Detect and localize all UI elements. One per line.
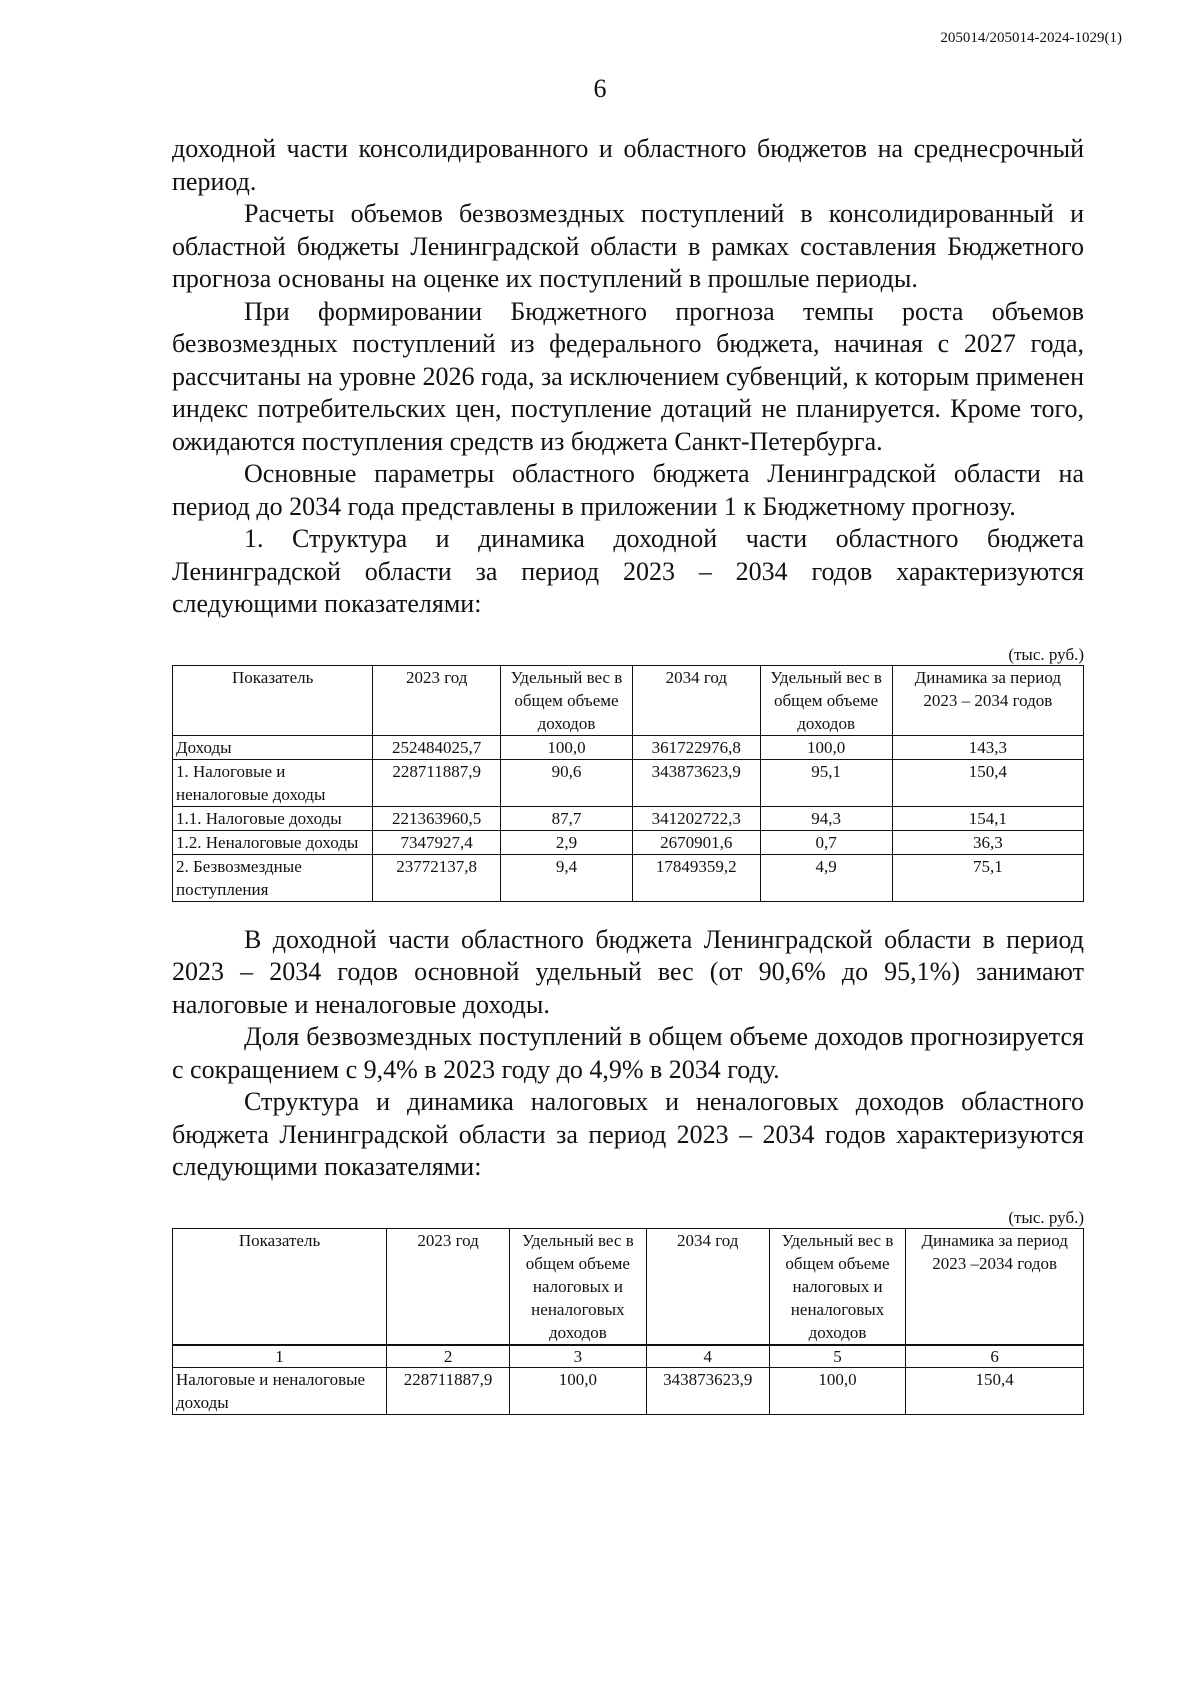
column-number-cell: 5 bbox=[769, 1345, 906, 1368]
table-row bbox=[173, 1367, 1084, 1414]
table1-unit-label: (тыс. руб.) bbox=[1008, 644, 1084, 664]
column-number-cell: 4 bbox=[646, 1345, 769, 1368]
table-row bbox=[173, 830, 1084, 854]
value-cell: 7347927,4 bbox=[373, 830, 501, 854]
income-structure-table-block bbox=[172, 645, 1084, 902]
paragraph-7: Доля безвозмездных поступлений в общем объеме доходов прогнозируется с сокращением с 9,4% в 2023 году до 4,9% в 2034 году. bbox=[172, 1022, 1084, 1084]
value-cell: 0,7 bbox=[760, 830, 892, 854]
value-cell: 17849359,2 bbox=[633, 854, 761, 901]
header-cell: Удельный вес в общем объеме налоговых и неналоговых доходов bbox=[510, 1228, 647, 1345]
value-cell: 150,4 bbox=[892, 759, 1083, 806]
paragraph-1: доходной части консолидированного и областного бюджетов на среднесрочный период. bbox=[172, 134, 1084, 196]
value-cell: 4,9 bbox=[760, 854, 892, 901]
value-cell: 95,1 bbox=[760, 759, 892, 806]
indicator-cell: 1. Налоговые и неналоговые доходы bbox=[173, 759, 373, 806]
value-cell: 341202722,3 bbox=[633, 806, 761, 830]
value-cell: 154,1 bbox=[892, 806, 1083, 830]
value-cell: 23772137,8 bbox=[373, 854, 501, 901]
header-cell: 2034 год bbox=[646, 1228, 769, 1345]
value-cell: 221363960,5 bbox=[373, 806, 501, 830]
paragraph-8: Структура и динамика налоговых и неналоговых доходов областного бюджета Ленинградской области за период 2023 – 2034 годов характеризуются следующими показателями: bbox=[172, 1087, 1084, 1181]
header-cell: Динамика за период 2023 –2034 годов bbox=[906, 1228, 1084, 1345]
value-cell: 87,7 bbox=[500, 806, 632, 830]
value-cell: 361722976,8 bbox=[633, 735, 761, 759]
table-row bbox=[173, 854, 1084, 901]
document-body bbox=[172, 133, 1084, 1415]
indicator-cell: 2. Безвозмездные поступления bbox=[173, 854, 373, 901]
table-row bbox=[173, 735, 1084, 759]
table-header-row bbox=[173, 665, 1084, 735]
column-number-cell: 6 bbox=[906, 1345, 1084, 1368]
column-number-cell: 3 bbox=[510, 1345, 647, 1368]
page-number: 6 bbox=[593, 74, 607, 103]
value-cell: 90,6 bbox=[500, 759, 632, 806]
header-cell: 2023 год bbox=[373, 665, 501, 735]
column-number-cell: 1 bbox=[173, 1345, 387, 1368]
indicator-cell: Доходы bbox=[173, 735, 373, 759]
column-number-row bbox=[173, 1345, 1084, 1368]
header-cell: Динамика за период 2023 – 2034 годов bbox=[892, 665, 1083, 735]
header-cell: 2023 год bbox=[387, 1228, 510, 1345]
header-cell: Показатель bbox=[173, 665, 373, 735]
value-cell: 75,1 bbox=[892, 854, 1083, 901]
table2-unit-label: (тыс. руб.) bbox=[1008, 1207, 1084, 1227]
paragraph-4: Основные параметры областного бюджета Ленинградской области на период до 2034 года представлены в приложении 1 к Бюджетному прогнозу. bbox=[172, 459, 1084, 521]
tax-income-structure-table-block bbox=[172, 1208, 1084, 1415]
document-id: 205014/205014-2024-1029(1) bbox=[940, 30, 1122, 46]
spacer bbox=[172, 902, 1084, 924]
value-cell: 143,3 bbox=[892, 735, 1083, 759]
paragraph-2: Расчеты объемов безвозмездных поступлений в консолидированный и областной бюджеты Ленинградской области в рамках составления Бюджетного прогноза основаны на оценке их поступлений в прошлые периоды. bbox=[172, 199, 1084, 293]
value-cell: 36,3 bbox=[892, 830, 1083, 854]
indicator-cell: 1.1. Налоговые доходы bbox=[173, 806, 373, 830]
value-cell: 252484025,7 bbox=[373, 735, 501, 759]
paragraph-6: В доходной части областного бюджета Ленинградской области в период 2023 – 2034 годов основной удельный вес (от 90,6% до 95,1%) занимают налоговые и неналоговые доходы. bbox=[172, 924, 1084, 1019]
paragraph-5: 1. Структура и динамика доходной части областного бюджета Ленинградской области за период 2023 – 2034 годов характеризуются следующими показателями: bbox=[172, 524, 1084, 618]
indicator-cell: Налоговые и неналоговые доходы bbox=[173, 1367, 387, 1414]
value-cell: 2670901,6 bbox=[633, 830, 761, 854]
paragraph-3: При формировании Бюджетного прогноза темпы роста объемов безвозмездных поступлений из федерального бюджета, начиная с 2027 года, рассчитаны на уровне 2026 года, за исключением субвенций, к которым применен индекс потребительских цен, поступление дотаций не планируется. Кроме того, ожидаются поступления средств из бюджета Санкт-Петербурга. bbox=[172, 296, 1084, 456]
value-cell: 100,0 bbox=[510, 1367, 647, 1414]
value-cell: 100,0 bbox=[760, 735, 892, 759]
header-cell: 2034 год bbox=[633, 665, 761, 735]
table-row bbox=[173, 759, 1084, 806]
header-cell: Удельный вес в общем объеме доходов bbox=[500, 665, 632, 735]
value-cell: 100,0 bbox=[500, 735, 632, 759]
header-cell: Удельный вес в общем объеме налоговых и неналоговых доходов bbox=[769, 1228, 906, 1345]
value-cell: 94,3 bbox=[760, 806, 892, 830]
header-cell: Удельный вес в общем объеме доходов bbox=[760, 665, 892, 735]
header-cell: Показатель bbox=[173, 1228, 387, 1345]
value-cell: 9,4 bbox=[500, 854, 632, 901]
tax-income-structure-table bbox=[172, 1228, 1084, 1415]
value-cell: 2,9 bbox=[500, 830, 632, 854]
income-structure-table bbox=[172, 665, 1084, 902]
value-cell: 228711887,9 bbox=[387, 1367, 510, 1414]
table-header-row bbox=[173, 1228, 1084, 1345]
value-cell: 343873623,9 bbox=[646, 1367, 769, 1414]
value-cell: 343873623,9 bbox=[633, 759, 761, 806]
column-number-cell: 2 bbox=[387, 1345, 510, 1368]
value-cell: 100,0 bbox=[769, 1367, 906, 1414]
table-row bbox=[173, 806, 1084, 830]
value-cell: 150,4 bbox=[906, 1367, 1084, 1414]
indicator-cell: 1.2. Неналоговые доходы bbox=[173, 830, 373, 854]
value-cell: 228711887,9 bbox=[373, 759, 501, 806]
